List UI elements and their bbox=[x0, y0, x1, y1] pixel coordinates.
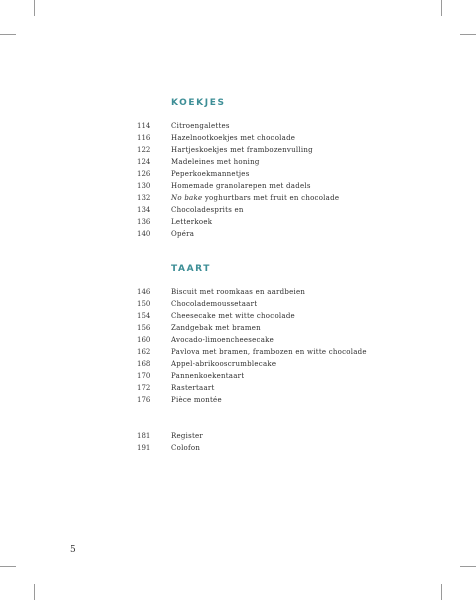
toc-entry bbox=[137, 156, 339, 168]
toc-entry bbox=[137, 442, 203, 454]
toc-entry bbox=[137, 394, 367, 406]
toc-page-number: 156 bbox=[137, 324, 151, 332]
toc-page-number: 160 bbox=[137, 336, 151, 344]
toc-entry-title: Madeleines met honing bbox=[171, 158, 260, 166]
toc-page-number: 116 bbox=[137, 134, 151, 142]
toc-page-number: 136 bbox=[137, 218, 151, 226]
toc-entry-title: Chocolademoussetaart bbox=[171, 300, 258, 308]
toc-page-number: 146 bbox=[137, 288, 151, 296]
crop-mark-top-left bbox=[34, 0, 35, 16]
toc-entry bbox=[137, 346, 367, 358]
toc-entry-title: Pannenkoekentaart bbox=[171, 372, 245, 380]
toc-entry-title: Chocoladesprits en bbox=[171, 206, 244, 214]
toc-page-number: 124 bbox=[137, 158, 151, 166]
toc-entry-title: Colofon bbox=[171, 444, 201, 452]
section-title-koekjes: KOEKJES bbox=[171, 98, 226, 108]
toc-entry-title: Peperkoekmannetjes bbox=[171, 170, 250, 178]
crop-mark-top-left-h bbox=[0, 34, 16, 35]
toc-page-number: 181 bbox=[137, 432, 151, 440]
toc-entry-title: Pièce montée bbox=[171, 396, 222, 404]
toc-page-number: 122 bbox=[137, 146, 151, 154]
crop-mark-bottom-right-h bbox=[460, 566, 476, 567]
toc-entry-title: Citroengalettes bbox=[171, 122, 230, 130]
toc-entry bbox=[137, 370, 367, 382]
toc-entry bbox=[137, 216, 339, 228]
toc-page-number: 130 bbox=[137, 182, 151, 190]
toc-entry bbox=[137, 192, 339, 204]
toc-entry bbox=[137, 334, 367, 346]
toc-entry bbox=[137, 132, 339, 144]
toc-entry bbox=[137, 430, 203, 442]
crop-mark-bottom-left bbox=[34, 584, 35, 600]
toc-entry-title: Cheesecake met witte chocolade bbox=[171, 312, 295, 320]
toc-entry-title bbox=[171, 192, 339, 204]
toc-entry-title: Pavlova met bramen, frambozen en witte chocolade bbox=[171, 348, 367, 356]
section-title-taart: TAART bbox=[171, 264, 212, 274]
toc-entry bbox=[137, 298, 367, 310]
toc-list-back-matter bbox=[137, 430, 203, 454]
toc-entry-title: Hartjeskoekjes met frambozenvulling bbox=[171, 146, 313, 154]
toc-entry bbox=[137, 120, 339, 132]
toc-page-number: 191 bbox=[137, 444, 151, 452]
toc-entry-title: Appel-abrikooscrumblecake bbox=[171, 360, 277, 368]
toc-page-number: 140 bbox=[137, 230, 151, 238]
toc-page-number: 126 bbox=[137, 170, 151, 178]
toc-entry-title: Hazelnootkoekjes met chocolade bbox=[171, 134, 296, 142]
toc-entry bbox=[137, 358, 367, 370]
toc-entry-title-italic: No bake bbox=[171, 194, 203, 202]
toc-page-number: 168 bbox=[137, 360, 151, 368]
crop-mark-bottom-left-h bbox=[0, 566, 16, 567]
toc-entry bbox=[137, 382, 367, 394]
toc-entry-title: Register bbox=[171, 432, 204, 440]
toc-entry-title: Biscuit met roomkaas en aardbeien bbox=[171, 288, 306, 296]
toc-page-number: 154 bbox=[137, 312, 151, 320]
toc-entry-title: Zandgebak met bramen bbox=[171, 324, 261, 332]
toc-entry bbox=[137, 228, 339, 240]
toc-entry-title: Letterkoek bbox=[171, 218, 213, 226]
toc-entry bbox=[137, 168, 339, 180]
toc-entry bbox=[137, 286, 367, 298]
crop-mark-top-right-h bbox=[460, 34, 476, 35]
toc-entry bbox=[137, 204, 339, 216]
toc-page-number: 114 bbox=[137, 122, 151, 130]
crop-mark-top-right bbox=[441, 0, 442, 16]
page-number: 5 bbox=[70, 545, 76, 555]
toc-list-taart bbox=[137, 286, 367, 406]
crop-mark-bottom-right bbox=[441, 584, 442, 600]
toc-entry bbox=[137, 180, 339, 192]
toc-entry-title: Homemade granolarepen met dadels bbox=[171, 182, 311, 190]
toc-page-number: 132 bbox=[137, 194, 151, 202]
toc-page-number: 134 bbox=[137, 206, 151, 214]
toc-page-number: 176 bbox=[137, 396, 151, 404]
toc-entry bbox=[137, 310, 367, 322]
toc-entry-title: Rastertaart bbox=[171, 384, 215, 392]
toc-entry-title: Opéra bbox=[171, 230, 195, 238]
toc-page-number: 172 bbox=[137, 384, 151, 392]
toc-page-number: 162 bbox=[137, 348, 151, 356]
toc-entry bbox=[137, 322, 367, 334]
toc-page-number: 170 bbox=[137, 372, 151, 380]
toc-entry-title: Avocado-limoencheesecake bbox=[171, 336, 275, 344]
toc-list-koekjes bbox=[137, 120, 339, 240]
toc-page-number: 150 bbox=[137, 300, 151, 308]
toc-entry bbox=[137, 144, 339, 156]
toc-entry-title-rest: yoghurtbars met fruit en chocolade bbox=[202, 194, 340, 202]
